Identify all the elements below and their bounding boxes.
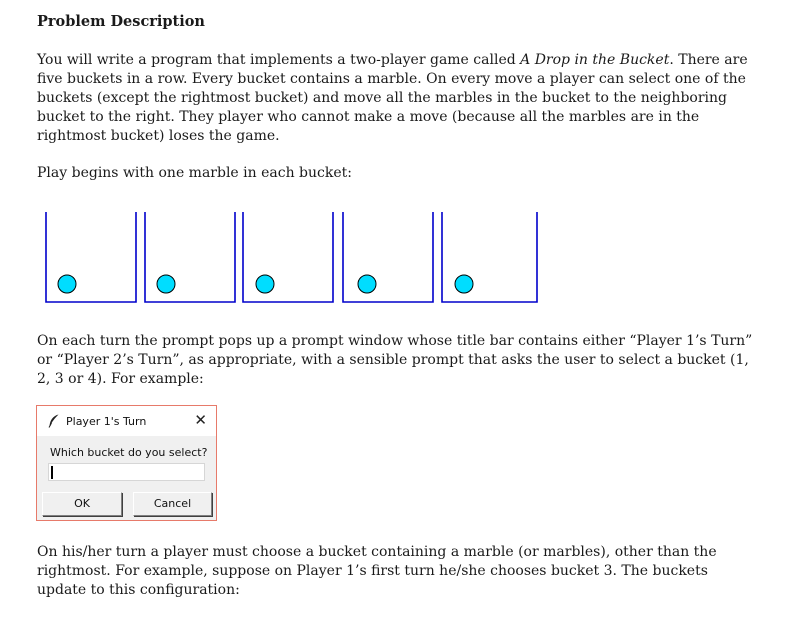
turn-prompt-paragraph: On each turn the prompt pops up a prompt window whose title bar contains either “Player 1’s Turn” or “Player 2’s Turn”, as appropriate, with a sensible prompt that asks the user to select a bucket (1, 2, 3 or 4). For example:	[37, 333, 753, 387]
text-caret	[51, 466, 53, 479]
intro-text-end: . There are five buckets in a row. Every bucket contains a marble. On every move a player can select one of the buckets (except the rightmost bucket) and move all the marbles in the bucket to the neighboring bucket to the right. They player who cannot make a move (because all the marbles are in the rightmost bucket) loses the game.	[37, 52, 748, 144]
bucket-2-marble	[157, 275, 175, 293]
dialog-titlebar[interactable]	[37, 406, 216, 436]
bucket-1	[46, 212, 136, 302]
move-example-paragraph: On his/her turn a player must choose a bucket containing a marble (or marbles), other than the rightmost. For example, suppose on Player 1’s first turn he/she chooses bucket 3. The buckets update to this configuration:	[37, 544, 717, 598]
close-icon[interactable]: ✕	[194, 411, 207, 429]
ok-button[interactable]: OK	[42, 492, 122, 516]
game-name: A Drop in the Bucket	[520, 52, 670, 68]
play-begins-paragraph: Play begins with one marble in each bucket:	[37, 165, 352, 181]
bucket-2	[145, 212, 235, 302]
dialog-title: Player 1's Turn	[66, 415, 147, 428]
bucket-4-marble	[358, 275, 376, 293]
intro-text-start: You will write a program that implements a two-player game called	[37, 52, 521, 68]
player-turn-dialog	[36, 405, 217, 521]
buckets-diagram	[0, 0, 793, 320]
feather-icon	[48, 414, 60, 431]
bucket-4	[343, 212, 433, 302]
bucket-5-marble	[455, 275, 473, 293]
dialog-prompt: Which bucket do you select?	[50, 446, 208, 459]
cancel-button[interactable]: Cancel	[133, 492, 212, 516]
bucket-3	[243, 212, 333, 302]
bucket-3-marble	[256, 275, 274, 293]
bucket-input[interactable]	[48, 463, 205, 481]
bucket-1-marble	[58, 275, 76, 293]
problem-heading: Problem Description	[37, 13, 205, 30]
bucket-5	[442, 212, 537, 302]
